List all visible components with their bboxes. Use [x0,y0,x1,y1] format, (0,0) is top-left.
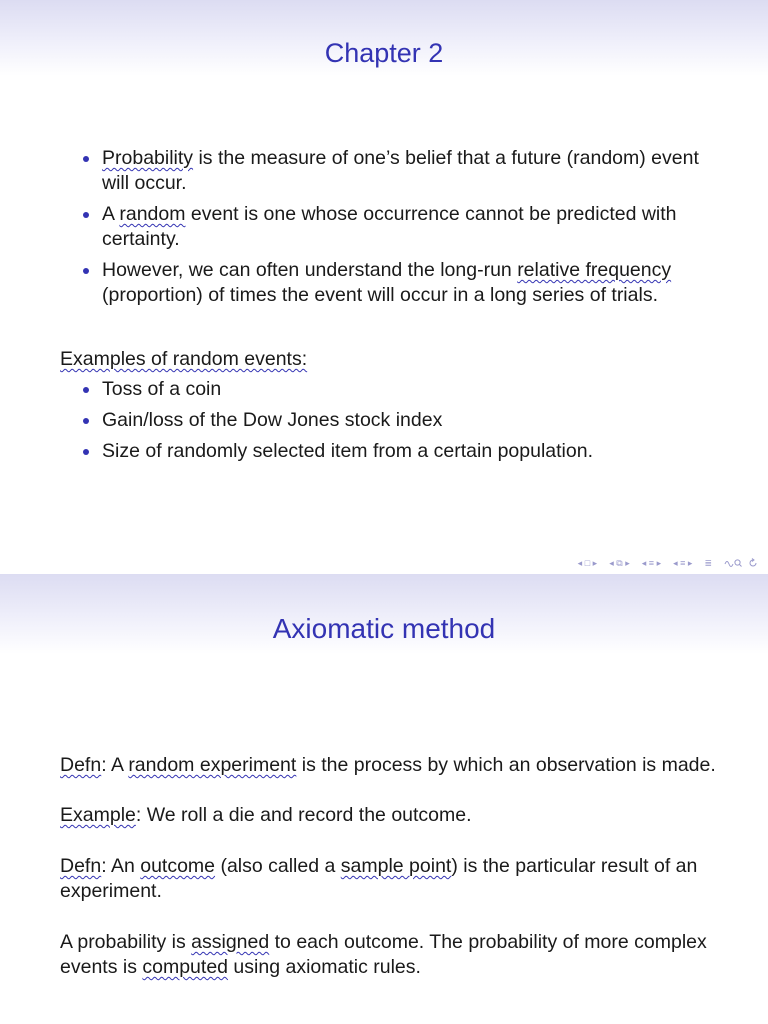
nav-section-group[interactable] [642,556,661,570]
para-text: : An [101,855,141,877]
nav-section-icon[interactable]: ≡ [648,558,655,568]
term-random: random [119,203,186,225]
paragraph-random-experiment [60,753,720,778]
example-item [80,439,730,464]
term-sample-point: sample point [340,855,452,877]
bullet-text: is the measure of one’s belief that a future (random) event will occur. [102,147,699,194]
nav-subsection-group[interactable] [609,556,630,570]
term-defn: Defn [60,855,102,877]
paragraph-probability-assigned [60,930,720,980]
examples-heading [60,347,720,372]
bullet-text: event is one whose occurrence cannot be predicted with certainty. [102,203,677,250]
example-text: Size of randomly selected item from a certain population. [102,440,593,462]
bullet-text: However, we can often understand the long-run [102,259,518,281]
example-text: Gain/loss of the Dow Jones stock index [102,409,443,431]
bullet-random-event [80,202,730,252]
definition-bullet-list [80,146,730,308]
nav-subsection-icon[interactable]: ⧉ [616,558,623,568]
nav-slide-icon[interactable]: ≡ [680,558,686,568]
bullet-relative-frequency [80,258,730,308]
nav-section-right-icon[interactable]: ▸ [656,558,662,568]
term-computed: computed [142,956,229,978]
para-text: : A [101,754,129,776]
term-random-experiment: random experiment [128,754,297,776]
example-item [80,408,730,433]
example-item [80,377,730,402]
paragraph-outcome [60,854,720,904]
nav-slide-left-icon[interactable]: ◂ [673,558,678,568]
nav-section-left-icon[interactable]: ◂ [641,558,647,568]
bullet-icon [83,449,89,455]
nav-outline-icon[interactable]: ≣ [704,558,712,568]
bullet-icon [83,156,89,162]
para-text: using axiomatic rules. [228,956,421,978]
bullet-probability [80,146,730,196]
term-assigned: assigned [191,931,270,953]
beamer-navigation-bar [578,556,758,570]
term-outcome: outcome [140,855,216,877]
term-relative-frequency: relative frequency [517,259,672,281]
bullet-icon [83,418,89,424]
para-text: A probability is [60,931,192,953]
nav-frame-icon[interactable]: □ [584,558,591,568]
slide-title: Chapter 2 [324,38,444,68]
nav-return-icon[interactable] [748,558,758,568]
nav-frame-right-icon[interactable]: ▸ [592,558,598,568]
para-text: is the process by which an observation is made. [296,754,716,776]
slide-axiomatic-method [0,574,768,1024]
bullet-icon [83,268,89,274]
para-text: to each outcome. The probability of more complex events is [60,931,707,978]
para-text: : We roll a die and record the outcome. [135,804,472,826]
bullet-text: (proportion) of times the event will occur in a long series of trials. [102,284,658,306]
paragraph-example [60,803,720,828]
term-probability: Probability [102,147,194,169]
nav-subsection-right-icon[interactable]: ▸ [625,558,630,568]
nav-slide-group[interactable] [673,556,692,570]
bullet-text: A [102,203,120,225]
para-text: (also called a [215,855,341,877]
term-example: Example [60,804,136,826]
example-text: Toss of a coin [102,378,222,400]
slide-title: Axiomatic method [272,613,496,644]
para-text: ) is the particular result of an experiment. [60,855,698,902]
examples-heading-text: Examples of random events: [60,348,308,370]
nav-slide-right-icon[interactable]: ▸ [687,558,693,568]
nav-frame-group[interactable] [578,556,598,570]
bullet-icon [83,212,89,218]
term-defn: Defn [60,754,102,776]
nav-search-icon[interactable] [724,558,744,568]
bullet-icon [83,387,89,393]
examples-list [80,377,730,464]
nav-subsection-left-icon[interactable]: ◂ [609,558,614,568]
nav-frame-left-icon[interactable]: ◂ [577,558,583,568]
